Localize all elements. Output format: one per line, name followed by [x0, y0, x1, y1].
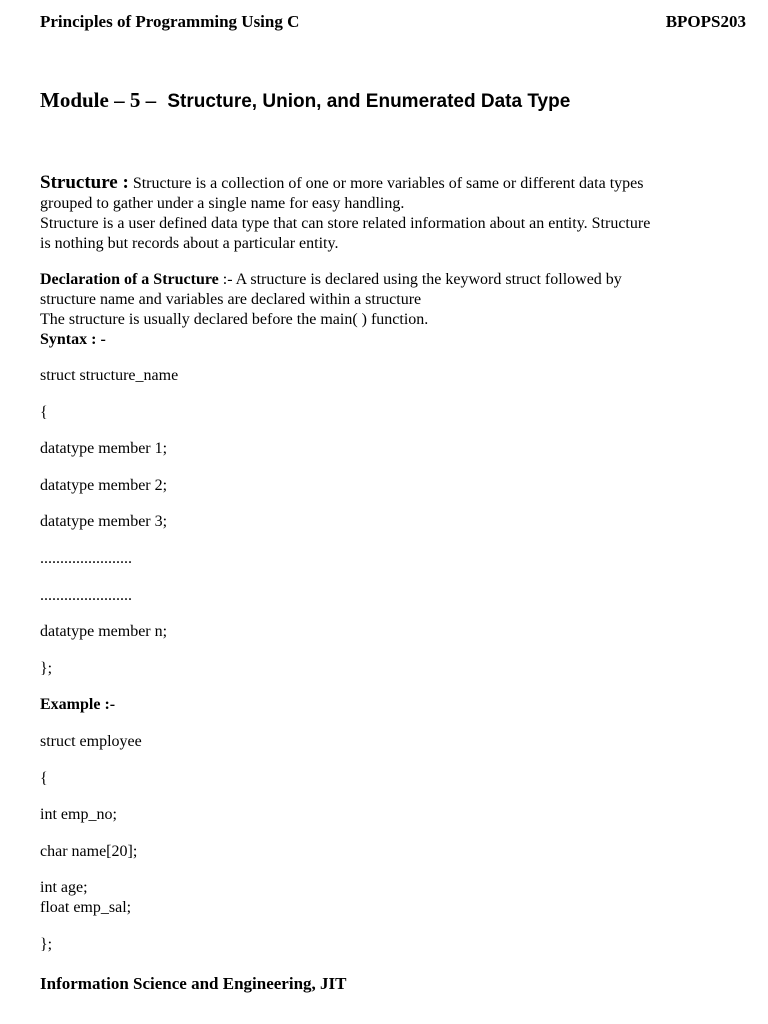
syntax-line: datatype member n;	[40, 623, 168, 640]
declaration-section	[40, 270, 740, 350]
example-line: int age;	[40, 879, 88, 896]
structure-definition	[40, 173, 740, 254]
declaration-text-line-1: :- A structure is declared using the keyword struct followed by	[222, 271, 622, 288]
module-title	[40, 87, 570, 115]
declaration-heading: Declaration of a Structure	[40, 271, 219, 288]
syntax-line: struct structure_name	[40, 367, 179, 384]
example-line: };	[40, 936, 53, 953]
declaration-text-line-2: structure name and variables are declared within a structure	[40, 291, 422, 308]
syntax-line: datatype member 1;	[40, 440, 168, 457]
module-topic: Structure, Union, and Enumerated Data Type	[167, 91, 571, 112]
example-line: {	[40, 770, 48, 787]
structure-text-line-3: Structure is a user defined data type that can store related information about an entity. Structure	[40, 215, 651, 232]
module-number: Module – 5 –	[40, 88, 157, 112]
example-label: Example :-	[40, 696, 116, 713]
syntax-line: };	[40, 660, 53, 677]
structure-text-line-1: Structure is a collection of one or more variables of same or different data types	[132, 175, 644, 192]
structure-text-line-4: is nothing but records about a particular entity.	[40, 235, 339, 252]
structure-heading: Structure :	[40, 172, 129, 193]
example-line: int emp_no;	[40, 806, 117, 823]
syntax-line: datatype member 2;	[40, 477, 168, 494]
page-footer: Information Science and Engineering, JIT	[40, 974, 347, 993]
structure-text-line-2: grouped to gather under a single name for easy handling.	[40, 195, 405, 212]
header-course-title: Principles of Programming Using C	[40, 12, 300, 31]
header-course-code: BPOPS203	[665, 12, 746, 31]
syntax-line: .......................	[40, 550, 132, 567]
example-line: char name[20];	[40, 843, 138, 860]
syntax-line: datatype member 3;	[40, 513, 168, 530]
syntax-label: Syntax : -	[40, 331, 106, 348]
example-line: float emp_sal;	[40, 899, 132, 916]
declaration-text-line-3: The structure is usually declared before the main( ) function.	[40, 311, 429, 328]
example-line: struct employee	[40, 733, 142, 750]
syntax-line: .......................	[40, 587, 132, 604]
syntax-line: {	[40, 404, 48, 421]
